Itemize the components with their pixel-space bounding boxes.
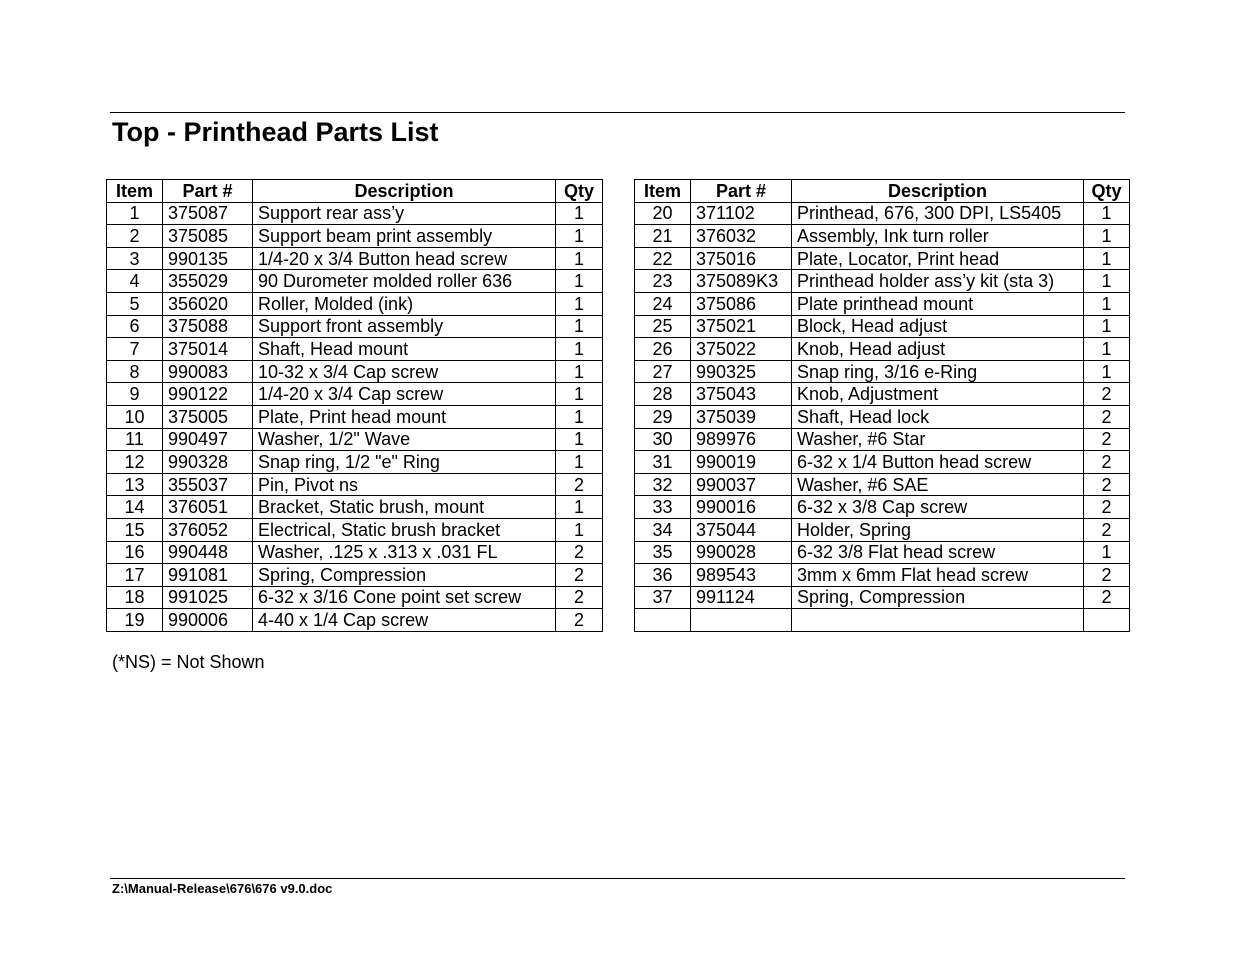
part-number-cell: 990083 <box>163 360 253 383</box>
description-cell: Printhead, 676, 300 DPI, LS5405 <box>792 202 1084 225</box>
qty-cell: 2 <box>556 473 603 496</box>
qty-cell: 1 <box>1084 315 1130 338</box>
table-row <box>107 405 603 428</box>
description-cell: 6-32 x 3/16 Cone point set screw <box>253 586 556 609</box>
part-number-cell: 356020 <box>163 292 253 315</box>
qty-cell: 1 <box>556 428 603 451</box>
qty-cell: 1 <box>556 202 603 225</box>
table-row <box>635 518 1130 541</box>
part-number-cell: 375088 <box>163 315 253 338</box>
description-cell: 1/4-20 x 3/4 Button head screw <box>253 247 556 270</box>
parts-table-right <box>634 179 1130 632</box>
table-row <box>635 405 1130 428</box>
page-title: Top - Printhead Parts List <box>112 117 439 147</box>
qty-cell: 1 <box>556 405 603 428</box>
part-number-cell: 375005 <box>163 405 253 428</box>
table-row <box>107 270 603 293</box>
description-cell: Knob, Adjustment <box>792 383 1084 406</box>
item-cell: 15 <box>107 518 163 541</box>
part-number-cell: 990448 <box>163 541 253 564</box>
table-row <box>635 383 1130 406</box>
item-cell: 35 <box>635 541 691 564</box>
table-row <box>107 473 603 496</box>
part-number-cell: 375021 <box>691 315 792 338</box>
item-cell: 16 <box>107 541 163 564</box>
qty-cell: 1 <box>556 338 603 361</box>
description-cell: Spring, Compression <box>253 564 556 587</box>
item-cell: 33 <box>635 496 691 519</box>
table-row <box>635 338 1130 361</box>
qty-cell: 1 <box>556 383 603 406</box>
qty-cell: 1 <box>1084 202 1130 225</box>
part-number-cell: 375087 <box>163 202 253 225</box>
description-cell: Bracket, Static brush, mount <box>253 496 556 519</box>
description-cell: Electrical, Static brush bracket <box>253 518 556 541</box>
item-cell: 26 <box>635 338 691 361</box>
qty-cell <box>1084 609 1130 632</box>
item-cell: 28 <box>635 383 691 406</box>
part-number-cell: 990122 <box>163 383 253 406</box>
qty-cell: 2 <box>1084 405 1130 428</box>
item-cell: 27 <box>635 360 691 383</box>
item-cell: 9 <box>107 383 163 406</box>
qty-cell: 2 <box>556 586 603 609</box>
item-cell: 22 <box>635 247 691 270</box>
table-row <box>635 247 1130 270</box>
part-number-cell <box>691 609 792 632</box>
table-row <box>107 541 603 564</box>
item-cell: 8 <box>107 360 163 383</box>
table-row <box>635 225 1130 248</box>
qty-cell: 2 <box>1084 451 1130 474</box>
item-cell: 32 <box>635 473 691 496</box>
part-number-cell: 991081 <box>163 564 253 587</box>
parts-table-left <box>106 179 603 632</box>
qty-cell: 1 <box>556 292 603 315</box>
description-cell: 4-40 x 1/4 Cap screw <box>253 609 556 632</box>
description-cell: Holder, Spring <box>792 518 1084 541</box>
part-number-cell: 375016 <box>691 247 792 270</box>
table-row <box>107 247 603 270</box>
description-cell: Support beam print assembly <box>253 225 556 248</box>
description-cell: Block, Head adjust <box>792 315 1084 338</box>
qty-cell: 2 <box>1084 428 1130 451</box>
qty-cell: 1 <box>1084 225 1130 248</box>
item-cell: 4 <box>107 270 163 293</box>
description-cell: Plate, Locator, Print head <box>792 247 1084 270</box>
item-cell: 30 <box>635 428 691 451</box>
part-number-cell: 990135 <box>163 247 253 270</box>
item-cell: 13 <box>107 473 163 496</box>
part-number-cell: 375086 <box>691 292 792 315</box>
qty-cell: 1 <box>1084 270 1130 293</box>
description-cell: Assembly, Ink turn roller <box>792 225 1084 248</box>
qty-cell: 1 <box>556 360 603 383</box>
table-row <box>107 383 603 406</box>
part-number-cell: 375014 <box>163 338 253 361</box>
item-cell: 37 <box>635 586 691 609</box>
part-number-cell: 991124 <box>691 586 792 609</box>
table-row <box>635 496 1130 519</box>
qty-cell: 1 <box>1084 360 1130 383</box>
description-cell: Washer, .125 x .313 x .031 FL <box>253 541 556 564</box>
item-cell: 14 <box>107 496 163 519</box>
table-row <box>107 518 603 541</box>
table-row <box>635 428 1130 451</box>
column-header-item: Item <box>635 180 691 203</box>
item-cell: 17 <box>107 564 163 587</box>
item-cell: 12 <box>107 451 163 474</box>
part-number-cell: 989976 <box>691 428 792 451</box>
qty-cell: 1 <box>556 225 603 248</box>
item-cell: 25 <box>635 315 691 338</box>
column-header-description: Description <box>792 180 1084 203</box>
part-number-cell: 375043 <box>691 383 792 406</box>
item-cell: 24 <box>635 292 691 315</box>
description-cell: 6-32 x 1/4 Button head screw <box>792 451 1084 474</box>
qty-cell: 1 <box>556 315 603 338</box>
footer-rule <box>110 878 1125 879</box>
description-cell: Shaft, Head mount <box>253 338 556 361</box>
table-row <box>635 202 1130 225</box>
qty-cell: 2 <box>1084 564 1130 587</box>
qty-cell: 1 <box>1084 338 1130 361</box>
part-number-cell: 376032 <box>691 225 792 248</box>
item-cell: 2 <box>107 225 163 248</box>
qty-cell: 1 <box>556 496 603 519</box>
table-row <box>635 586 1130 609</box>
table-row <box>635 360 1130 383</box>
part-number-cell: 990497 <box>163 428 253 451</box>
header-rule <box>110 112 1125 113</box>
table-row <box>107 292 603 315</box>
description-cell: 3mm x 6mm Flat head screw <box>792 564 1084 587</box>
item-cell: 20 <box>635 202 691 225</box>
description-cell: Printhead holder ass’y kit (sta 3) <box>792 270 1084 293</box>
item-cell: 36 <box>635 564 691 587</box>
qty-cell: 2 <box>556 564 603 587</box>
qty-cell: 2 <box>556 541 603 564</box>
part-number-cell: 355029 <box>163 270 253 293</box>
description-cell: Spring, Compression <box>792 586 1084 609</box>
table-header-row <box>635 180 1130 203</box>
item-cell <box>635 609 691 632</box>
part-number-cell: 375044 <box>691 518 792 541</box>
description-cell: Plate, Print head mount <box>253 405 556 428</box>
table-row <box>635 270 1130 293</box>
item-cell: 3 <box>107 247 163 270</box>
table-row <box>107 315 603 338</box>
item-cell: 29 <box>635 405 691 428</box>
qty-cell: 2 <box>1084 383 1130 406</box>
qty-cell: 2 <box>1084 496 1130 519</box>
description-cell: 6-32 3/8 Flat head screw <box>792 541 1084 564</box>
table-row <box>107 225 603 248</box>
footer-file-path: Z:\Manual-Release\676\676 v9.0.doc <box>112 881 333 896</box>
table-row <box>635 473 1130 496</box>
description-cell: Support rear ass’y <box>253 202 556 225</box>
qty-cell: 1 <box>556 518 603 541</box>
table-row <box>635 564 1130 587</box>
description-cell: Shaft, Head lock <box>792 405 1084 428</box>
table-row <box>107 496 603 519</box>
part-number-cell: 376052 <box>163 518 253 541</box>
part-number-cell: 355037 <box>163 473 253 496</box>
description-cell: 90 Durometer molded roller 636 <box>253 270 556 293</box>
qty-cell: 1 <box>556 451 603 474</box>
part-number-cell: 989543 <box>691 564 792 587</box>
part-number-cell: 990006 <box>163 609 253 632</box>
part-number-cell: 990016 <box>691 496 792 519</box>
description-cell: Washer, 1/2" Wave <box>253 428 556 451</box>
part-number-cell: 371102 <box>691 202 792 225</box>
qty-cell: 2 <box>1084 586 1130 609</box>
not-shown-note: (*NS) = Not Shown <box>112 652 265 672</box>
item-cell: 21 <box>635 225 691 248</box>
description-cell: 6-32 x 3/8 Cap screw <box>792 496 1084 519</box>
part-number-cell: 991025 <box>163 586 253 609</box>
description-cell: Support front assembly <box>253 315 556 338</box>
table-row <box>635 609 1130 632</box>
column-header-qty: Qty <box>1084 180 1130 203</box>
description-cell: Plate printhead mount <box>792 292 1084 315</box>
qty-cell: 1 <box>556 270 603 293</box>
qty-cell: 1 <box>1084 541 1130 564</box>
qty-cell: 2 <box>556 609 603 632</box>
table-row <box>635 541 1130 564</box>
qty-cell: 2 <box>1084 473 1130 496</box>
column-header-part: Part # <box>691 180 792 203</box>
part-number-cell: 375039 <box>691 405 792 428</box>
qty-cell: 1 <box>1084 247 1130 270</box>
item-cell: 19 <box>107 609 163 632</box>
part-number-cell: 375085 <box>163 225 253 248</box>
column-header-item: Item <box>107 180 163 203</box>
column-header-description: Description <box>253 180 556 203</box>
table-row <box>635 292 1130 315</box>
table-row <box>635 451 1130 474</box>
item-cell: 18 <box>107 586 163 609</box>
qty-cell: 1 <box>1084 292 1130 315</box>
table-row <box>107 609 603 632</box>
description-cell: 10-32 x 3/4 Cap screw <box>253 360 556 383</box>
description-cell: Washer, #6 SAE <box>792 473 1084 496</box>
description-cell: Pin, Pivot ns <box>253 473 556 496</box>
table-row <box>107 338 603 361</box>
item-cell: 5 <box>107 292 163 315</box>
qty-cell: 2 <box>1084 518 1130 541</box>
description-cell: Roller, Molded (ink) <box>253 292 556 315</box>
table-row <box>635 315 1130 338</box>
item-cell: 31 <box>635 451 691 474</box>
qty-cell: 1 <box>556 247 603 270</box>
part-number-cell: 375089K3 <box>691 270 792 293</box>
table-row <box>107 451 603 474</box>
item-cell: 34 <box>635 518 691 541</box>
description-cell: Knob, Head adjust <box>792 338 1084 361</box>
item-cell: 11 <box>107 428 163 451</box>
description-cell: Washer, #6 Star <box>792 428 1084 451</box>
description-cell <box>792 609 1084 632</box>
description-cell: Snap ring, 3/16 e-Ring <box>792 360 1084 383</box>
table-row <box>107 202 603 225</box>
description-cell: 1/4-20 x 3/4 Cap screw <box>253 383 556 406</box>
part-number-cell: 990037 <box>691 473 792 496</box>
item-cell: 23 <box>635 270 691 293</box>
description-cell: Snap ring, 1/2 "e" Ring <box>253 451 556 474</box>
table-row <box>107 586 603 609</box>
table-row <box>107 564 603 587</box>
item-cell: 7 <box>107 338 163 361</box>
item-cell: 6 <box>107 315 163 338</box>
column-header-qty: Qty <box>556 180 603 203</box>
part-number-cell: 376051 <box>163 496 253 519</box>
part-number-cell: 375022 <box>691 338 792 361</box>
table-header-row <box>107 180 603 203</box>
column-header-part: Part # <box>163 180 253 203</box>
part-number-cell: 990019 <box>691 451 792 474</box>
item-cell: 1 <box>107 202 163 225</box>
item-cell: 10 <box>107 405 163 428</box>
part-number-cell: 990328 <box>163 451 253 474</box>
table-row <box>107 360 603 383</box>
table-row <box>107 428 603 451</box>
part-number-cell: 990028 <box>691 541 792 564</box>
part-number-cell: 990325 <box>691 360 792 383</box>
